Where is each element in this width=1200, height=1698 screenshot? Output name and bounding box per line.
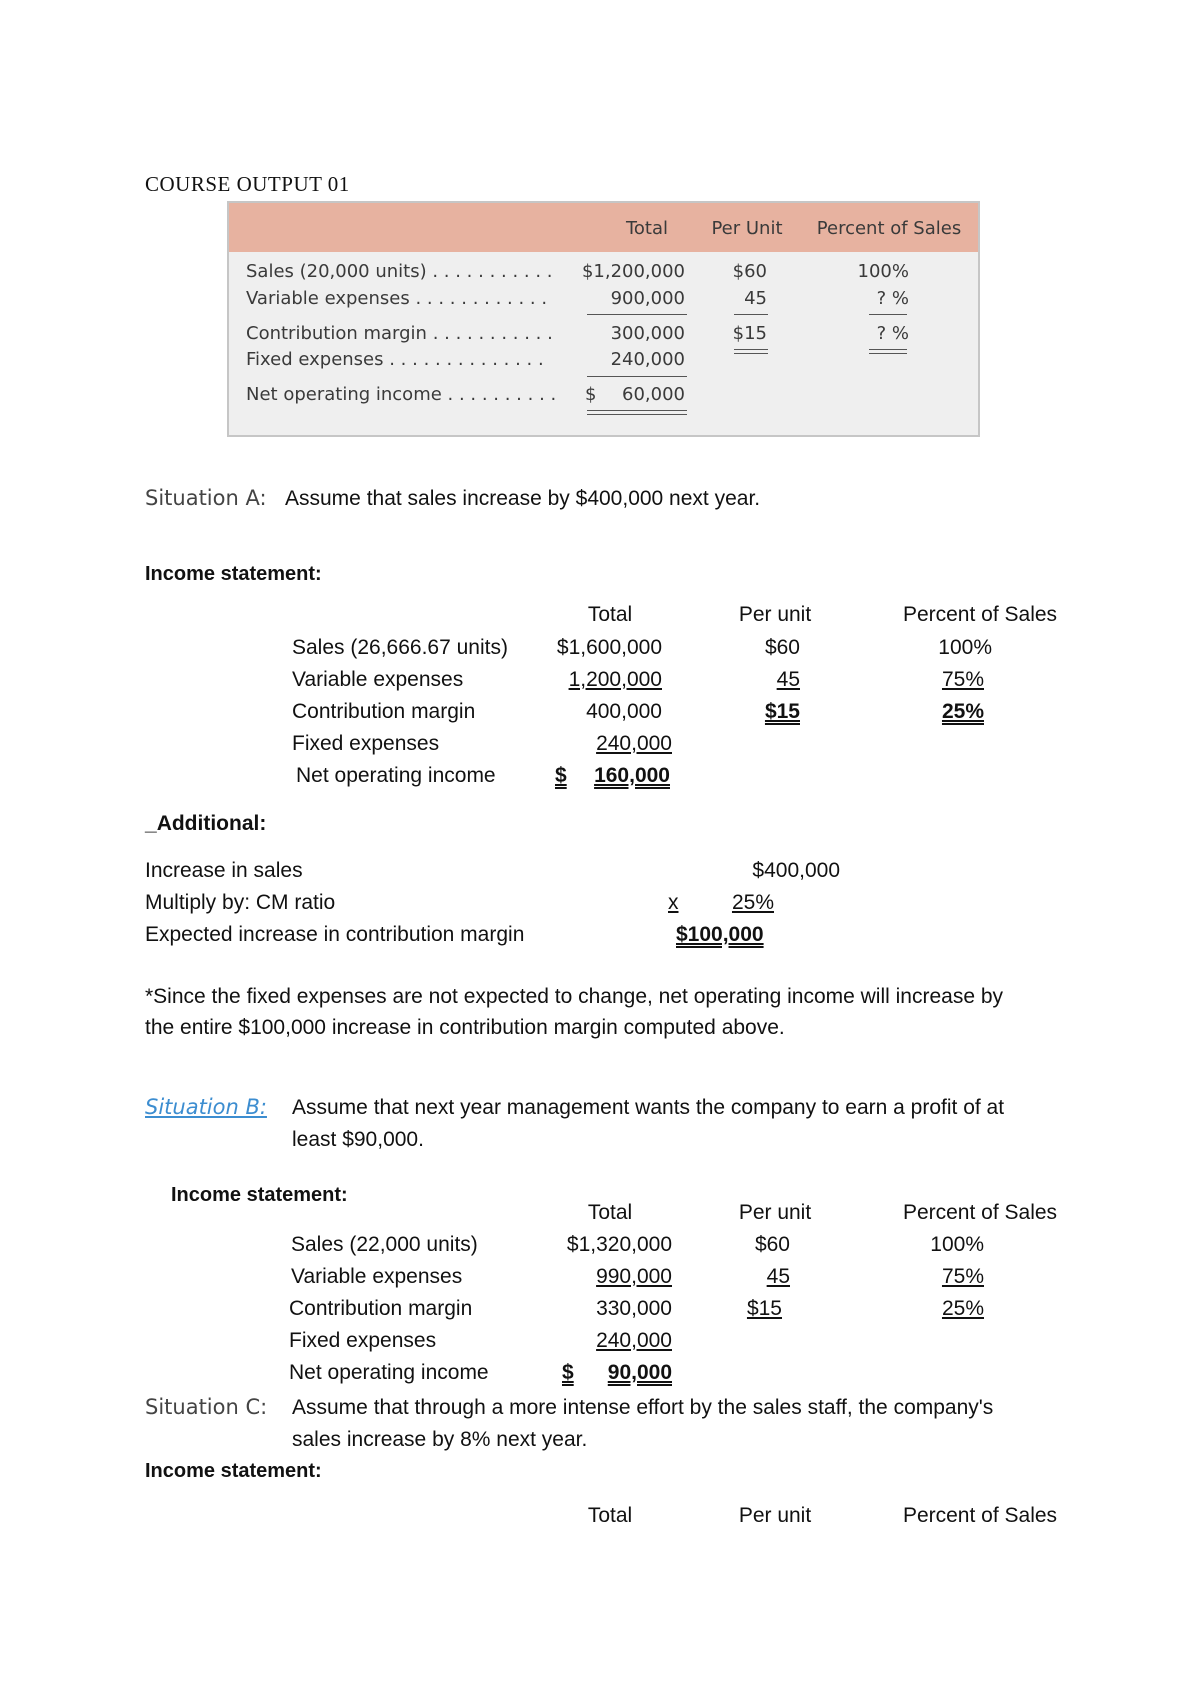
sb-row-percent: 75% xyxy=(941,1265,984,1288)
sa-row-per-unit: $15 xyxy=(764,700,800,723)
sa-row-total: 160,000 xyxy=(594,764,670,787)
sa-row-total: 1,200,000 xyxy=(568,668,662,691)
sa-row-label: Fixed expenses xyxy=(292,732,440,755)
ref-row-currency: $ xyxy=(585,384,597,405)
sb-row-total: 990,000 xyxy=(596,1265,672,1288)
sb-row-label: Sales (22,000 units) xyxy=(291,1233,478,1256)
sc-header-percent: Percent of Sales xyxy=(902,1504,1058,1527)
situation-b-text-line: least $90,000. xyxy=(292,1128,424,1151)
sb-row-label: Contribution margin xyxy=(289,1297,473,1320)
sb-header-total: Total xyxy=(587,1201,633,1224)
ref-row-total: 60,000 xyxy=(622,384,685,405)
situation-b-label: Situation B: xyxy=(145,1095,267,1119)
sa-row-percent: 25% xyxy=(941,700,984,723)
sa-row-total: 400,000 xyxy=(586,700,662,723)
sa-row-total: 240,000 xyxy=(596,732,672,755)
sa-row-percent: 75% xyxy=(941,668,984,691)
additional-row-value: $100,000 xyxy=(676,923,764,946)
ref-row-percent: ? % xyxy=(876,323,909,344)
ref-row-per-unit: 45 xyxy=(744,288,767,309)
ref-row-percent: 100% xyxy=(857,261,909,282)
situation-b-income-heading: Income statement: xyxy=(171,1184,348,1206)
ref-double-underline xyxy=(869,353,907,354)
reference-income-table xyxy=(227,201,980,437)
ref-double-underline xyxy=(734,353,768,354)
ref-header-percent: Percent of Sales xyxy=(816,218,962,239)
page-title: COURSE OUTPUT 01 xyxy=(145,172,350,196)
sc-header-per-unit: Per unit xyxy=(738,1504,812,1527)
sb-header-per-unit: Per unit xyxy=(738,1201,812,1224)
situation-c-text-line: sales increase by 8% next year. xyxy=(292,1428,588,1451)
situation-c-label: Situation C: xyxy=(145,1395,268,1419)
sa-row-currency: $ xyxy=(555,764,567,787)
sb-row-label: Variable expenses xyxy=(291,1265,463,1288)
situation-a-income-heading: Income statement: xyxy=(145,563,322,585)
situation-a-note-line: *Since the fixed expenses are not expected to change, net operating income will increase by xyxy=(145,985,1004,1008)
sa-row-per-unit: $60 xyxy=(764,636,800,659)
ref-row-label: Contribution margin . . . . . . . . . . . xyxy=(246,323,553,344)
additional-row-value: 25% xyxy=(731,891,774,914)
ref-row-label: Fixed expenses . . . . . . . . . . . . . . xyxy=(246,349,544,370)
situation-c-income-heading: Income statement: xyxy=(145,1460,322,1482)
sa-header-total: Total xyxy=(587,603,633,626)
situation-a-note-line: the entire $100,000 increase in contribution margin computed above. xyxy=(145,1016,785,1039)
ref-header-per-unit: Per Unit xyxy=(711,218,783,239)
ref-row-percent: ? % xyxy=(876,288,909,309)
ref-underline xyxy=(869,314,907,315)
sb-row-per-unit: $15 xyxy=(746,1297,782,1320)
sb-row-total: 240,000 xyxy=(596,1329,672,1352)
ref-row-label: Net operating income . . . . . . . . . . xyxy=(246,384,557,405)
ref-double-underline xyxy=(587,414,687,415)
sa-header-per-unit: Per unit xyxy=(738,603,812,626)
sb-row-per-unit: 45 xyxy=(766,1265,790,1288)
situation-c-text-line: Assume that through a more intense effort by the sales staff, the company's xyxy=(292,1396,994,1419)
additional-row-symbol: x xyxy=(668,891,679,914)
sb-row-per-unit: $60 xyxy=(754,1233,790,1256)
ref-row-total: 300,000 xyxy=(610,323,685,344)
ref-row-total: 900,000 xyxy=(610,288,685,309)
additional-row-label: Multiply by: CM ratio xyxy=(145,891,336,914)
sb-row-percent: 100% xyxy=(930,1233,984,1256)
sb-row-label: Fixed expenses xyxy=(289,1329,437,1352)
additional-row-label: Increase in sales xyxy=(145,859,303,882)
sa-row-label: Variable expenses xyxy=(292,668,464,691)
additional-heading: _Additional: xyxy=(145,812,267,835)
sc-header-total: Total xyxy=(587,1504,633,1527)
sb-row-percent: 25% xyxy=(941,1297,984,1320)
sb-row-currency: $ xyxy=(562,1361,574,1384)
additional-row-value: $400,000 xyxy=(752,859,840,882)
ref-header-total: Total xyxy=(625,218,669,239)
ref-underline xyxy=(587,314,687,315)
ref-underline xyxy=(734,314,768,315)
sa-row-total: $1,600,000 xyxy=(556,636,662,659)
ref-row-per-unit: $15 xyxy=(732,323,767,344)
sb-row-total: 330,000 xyxy=(596,1297,672,1320)
situation-a-label: Situation A: xyxy=(145,486,267,510)
sa-row-label: Sales (26,666.67 units) xyxy=(292,636,508,659)
sb-row-total: 90,000 xyxy=(607,1361,672,1384)
sa-row-label: Net operating income xyxy=(296,764,496,787)
sb-row-total: $1,320,000 xyxy=(566,1233,672,1256)
additional-row-label: Expected increase in contribution margin xyxy=(145,923,525,946)
ref-row-total: 240,000 xyxy=(610,349,685,370)
ref-row-total: $1,200,000 xyxy=(581,261,685,282)
situation-b-text-line: Assume that next year management wants the company to earn a profit of at xyxy=(292,1096,1005,1119)
ref-double-underline xyxy=(869,349,907,350)
situation-a-text: Assume that sales increase by $400,000 next year. xyxy=(285,487,761,510)
sb-row-label: Net operating income xyxy=(289,1361,489,1384)
ref-underline xyxy=(587,376,687,377)
sa-row-percent: 100% xyxy=(938,636,992,659)
ref-double-underline xyxy=(587,410,687,411)
ref-row-label: Variable expenses . . . . . . . . . . . . xyxy=(246,288,548,309)
ref-row-per-unit: $60 xyxy=(732,261,767,282)
sb-header-percent: Percent of Sales xyxy=(902,1201,1058,1224)
sa-row-label: Contribution margin xyxy=(292,700,476,723)
ref-double-underline xyxy=(734,349,768,350)
ref-row-label: Sales (20,000 units) . . . . . . . . . . . xyxy=(246,261,553,282)
sa-header-percent: Percent of Sales xyxy=(902,603,1058,626)
sa-row-per-unit: 45 xyxy=(776,668,800,691)
